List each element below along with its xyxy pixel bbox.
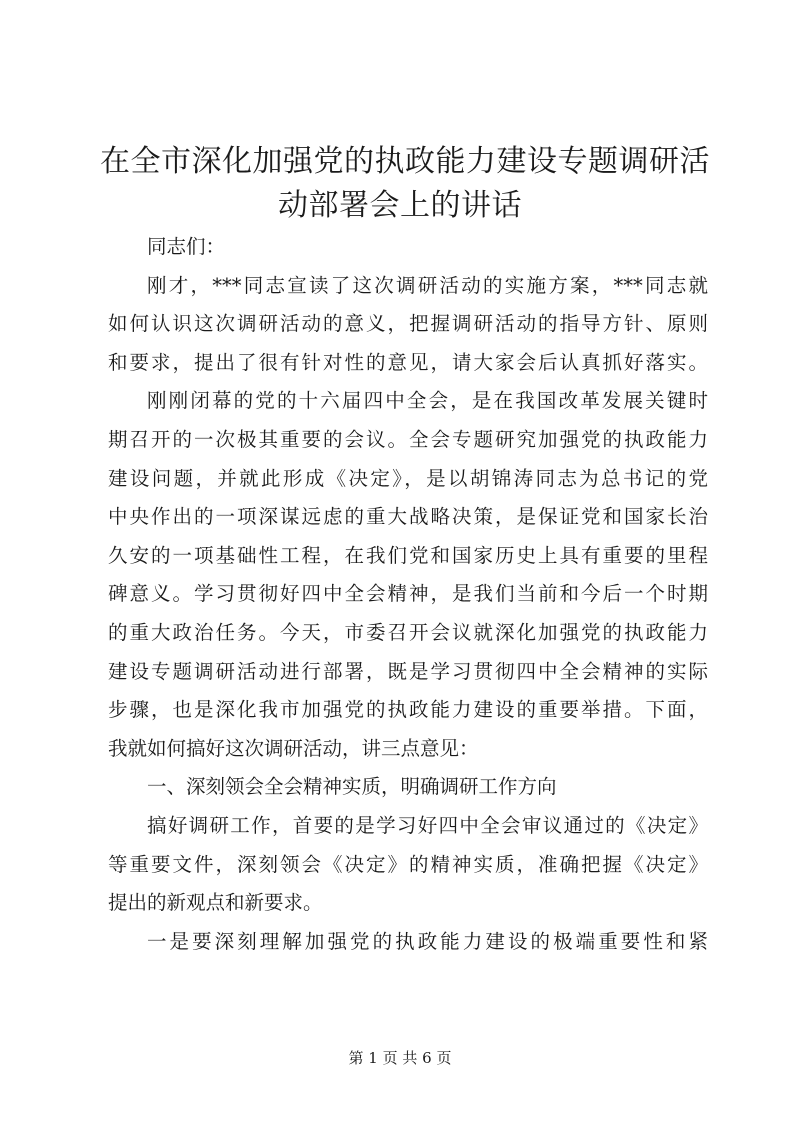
paragraph-4-line-1: 一是要深刻理解加强党的执政能力建设的极端重要性和紧 [147, 929, 708, 953]
paragraph-3-line-1: 搞好调研工作，首要的是学习好四中全会审议通过的《决定》 [147, 813, 708, 837]
paragraph-2-line-1: 刚刚闭幕的党的十六届四中全会，是在我国改革发展关键时 [147, 389, 708, 413]
document-title [100, 140, 710, 228]
paragraph-1-line-3: 和要求，提出了很有针对性的意见，请大家会后认真抓好落实。 [108, 350, 708, 374]
paragraph-2-line-7: 的重大政治任务。今天，市委召开会议就深化加强党的执政能力 [108, 620, 708, 644]
document-body [108, 228, 708, 961]
paragraph-2-line-9: 步骤，也是深化我市加强党的执政能力建设的重要举措。下面， [108, 698, 708, 722]
paragraph-1-line-2: 如何认识这次调研活动的意义，把握调研活动的指导方针、原则 [108, 312, 708, 336]
paragraph-2-line-4: 中央作出的一项深谋远虑的重大战略决策，是保证党和国家长治 [108, 505, 708, 529]
title-line-1: 在全市深化加强党的执政能力建设专题调研活 [100, 144, 710, 179]
section-heading-1: 一、深刻领会全会精神实质，明确调研工作方向 [147, 775, 557, 799]
paragraph-1-line-1: 刚才，***同志宣读了这次调研活动的实施方案，***同志就 [147, 273, 708, 297]
paragraph-2-line-3: 建设问题，并就此形成《决定》，是以胡锦涛同志为总书记的党 [108, 466, 708, 490]
page-footer: 第 1 页 共 6 页 [348, 1049, 452, 1067]
salutation: 同志们： [147, 235, 226, 258]
paragraph-2-line-6: 碑意义。学习贯彻好四中全会精神，是我们当前和今后一个时期 [108, 582, 708, 606]
paragraph-2-line-10: 我就如何搞好这次调研活动，讲三点意见： [108, 736, 479, 760]
paragraph-2-line-8: 建设专题调研活动进行部署，既是学习贯彻四中全会精神的实际 [108, 659, 708, 683]
paragraph-3-line-2: 等重要文件，深刻领会《决定》的精神实质，准确把握《决定》 [108, 852, 708, 876]
paragraph-2-line-5: 久安的一项基础性工程，在我们党和国家历史上具有重要的里程 [108, 543, 708, 567]
paragraph-3-line-3: 提出的新观点和新要求。 [108, 891, 323, 915]
title-line-2: 动部署会上的讲话 [278, 188, 522, 223]
paragraph-2-line-2: 期召开的一次极其重要的会议。全会专题研究加强党的执政能力 [108, 427, 708, 451]
